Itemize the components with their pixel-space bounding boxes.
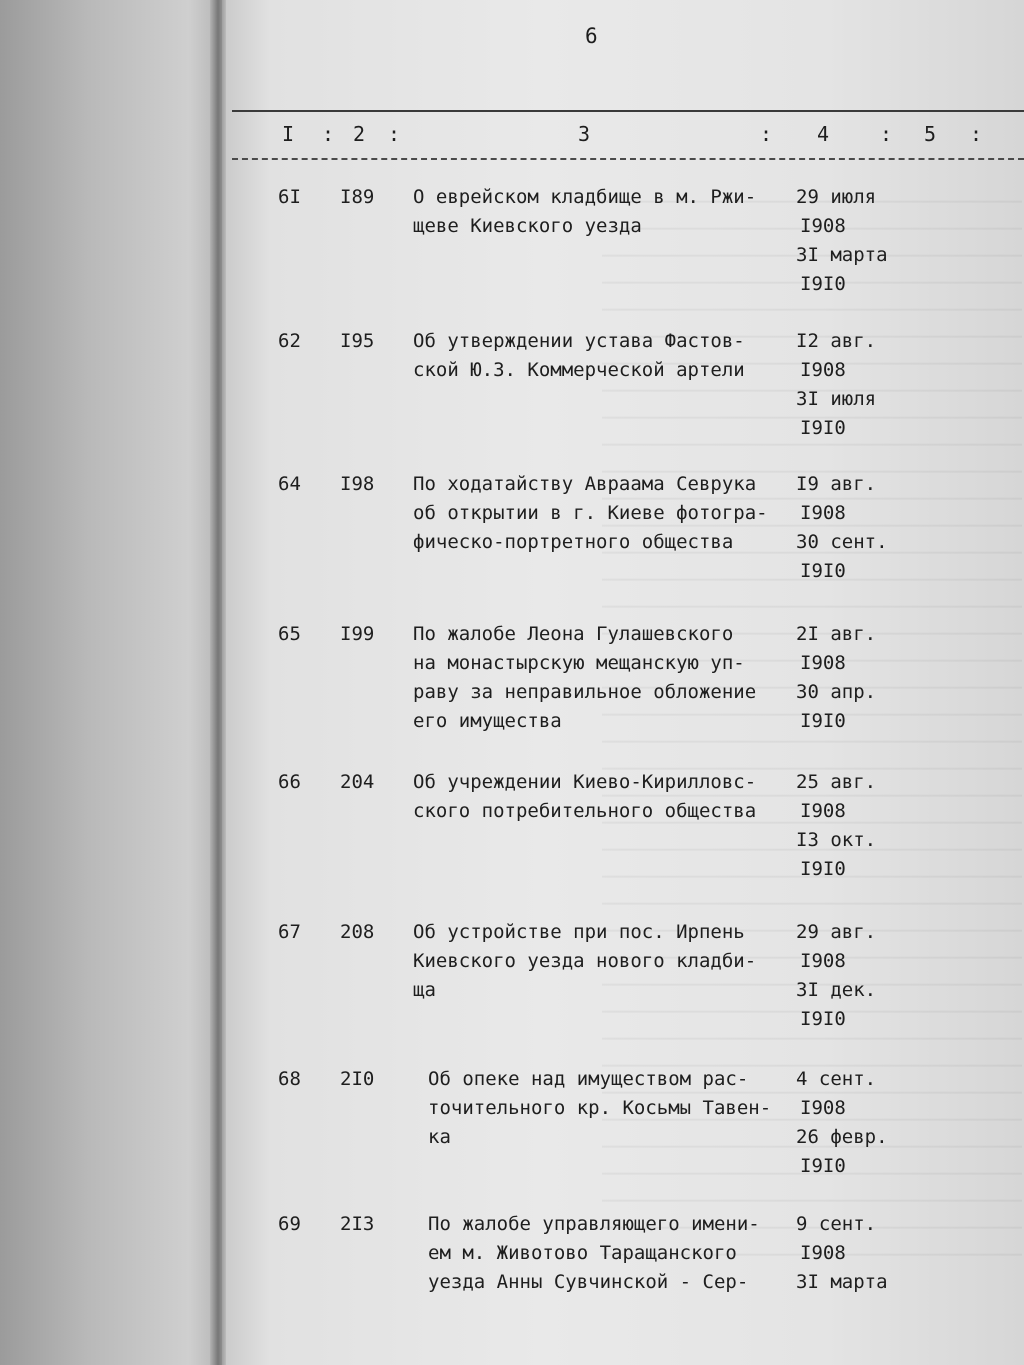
header-col-3: 3	[578, 122, 591, 146]
date-line: 3I марта	[796, 1271, 888, 1293]
file-number: 2I0	[340, 1068, 375, 1090]
file-number: 208	[340, 921, 375, 943]
date-line: I2 авг.	[796, 330, 877, 352]
record-title	[413, 620, 803, 736]
record-number: 66	[278, 771, 301, 793]
file-number: I99	[340, 623, 375, 645]
title-line: Киевского уезда нового кладби-	[413, 950, 757, 972]
title-line: ской Ю.З. Коммерческой артели	[413, 359, 745, 381]
date-line: I9I0	[800, 417, 846, 439]
date-line: I9I0	[800, 1155, 846, 1177]
date-line: I9I0	[800, 560, 846, 582]
title-line: Об опеке над имуществом рас-	[428, 1068, 749, 1090]
title-line: Об утверждении устава Фастов-	[413, 330, 745, 352]
record-dates	[796, 620, 916, 736]
record-title	[413, 470, 803, 557]
record-title	[428, 1065, 818, 1152]
date-line: I908	[800, 1097, 846, 1119]
record-number: 68	[278, 1068, 301, 1090]
record-dates	[796, 470, 916, 586]
date-line: 29 июля	[796, 186, 877, 208]
title-line: раву за неправильное обложение	[413, 681, 757, 703]
record-dates	[796, 183, 916, 299]
title-line: О еврейском кладбище в м. Ржи-	[413, 186, 757, 208]
file-number: I95	[340, 330, 375, 352]
title-line: ем м. Животово Таращанского	[428, 1242, 737, 1264]
date-line: I9I0	[800, 273, 846, 295]
date-line: I908	[800, 502, 846, 524]
record-title	[413, 768, 803, 826]
title-line: ского потребительного общества	[413, 800, 757, 822]
title-line: Об устройстве при пос. Ирпень	[413, 921, 745, 943]
header-col-4: 4	[817, 122, 830, 146]
record-dates	[796, 918, 916, 1034]
date-line: I9I0	[800, 710, 846, 732]
header-separator: :	[760, 122, 773, 146]
date-line: I908	[800, 652, 846, 674]
title-line: его имущества	[413, 710, 562, 732]
date-line: I908	[800, 215, 846, 237]
header-col-2: 2	[353, 122, 366, 146]
record-title	[413, 183, 803, 241]
header-separator: :	[388, 122, 401, 146]
date-line: I908	[800, 1242, 846, 1264]
record-number: 67	[278, 921, 301, 943]
date-line: 9 сент.	[796, 1213, 877, 1235]
date-line: I908	[800, 359, 846, 381]
file-number: 204	[340, 771, 375, 793]
record-number: 64	[278, 473, 301, 495]
header-separator: :	[322, 122, 335, 146]
book-spine	[210, 0, 226, 1365]
title-line: ща	[413, 979, 436, 1001]
date-line: 4 сент.	[796, 1068, 877, 1090]
file-number: I98	[340, 473, 375, 495]
header-col-1: I	[282, 122, 295, 146]
date-line: 3I июля	[796, 388, 877, 410]
header-separator: :	[880, 122, 893, 146]
title-line: ка	[428, 1126, 451, 1148]
date-line: 3I марта	[796, 244, 888, 266]
record-dates	[796, 1210, 916, 1297]
record-dates	[796, 1065, 916, 1181]
file-number: 2I3	[340, 1213, 375, 1235]
header-col-5: 5	[924, 122, 937, 146]
table-header	[232, 110, 1024, 160]
record-title	[413, 918, 803, 1005]
date-line: I3 окт.	[796, 829, 877, 851]
facing-page-edge	[0, 0, 222, 1365]
date-line: I9I0	[800, 1008, 846, 1030]
record-dates	[796, 768, 916, 884]
title-line: на монастырскую мещанскую уп-	[413, 652, 745, 674]
date-line: I908	[800, 950, 846, 972]
title-line: Об учреждении Киево-Кирилловс-	[413, 771, 757, 793]
title-line: По жалобе Леона Гулашевского	[413, 623, 734, 645]
record-title	[413, 327, 803, 385]
file-number: I89	[340, 186, 375, 208]
record-number: 62	[278, 330, 301, 352]
title-line: фическо-портретного общества	[413, 531, 734, 553]
date-line: I908	[800, 800, 846, 822]
title-line: По жалобе управляющего имени-	[428, 1213, 760, 1235]
date-line: 30 сент.	[796, 531, 888, 553]
title-line: щеве Киевского уезда	[413, 215, 642, 237]
title-line: уезда Анны Сувчинской - Сер-	[428, 1271, 749, 1293]
title-line: об открытии в г. Киеве фотогра-	[413, 502, 768, 524]
record-dates	[796, 327, 916, 443]
header-separator: :	[970, 122, 983, 146]
page-number: 6	[585, 24, 598, 48]
record-number: 69	[278, 1213, 301, 1235]
date-line: I9 авг.	[796, 473, 877, 495]
date-line: 29 авг.	[796, 921, 877, 943]
record-number: 65	[278, 623, 301, 645]
record-title	[428, 1210, 818, 1297]
date-line: 2I авг.	[796, 623, 877, 645]
date-line: 25 авг.	[796, 771, 877, 793]
date-line: 26 февр.	[796, 1126, 888, 1148]
date-line: 3I дек.	[796, 979, 877, 1001]
title-line: По ходатайству Авраама Севрука	[413, 473, 757, 495]
date-line: I9I0	[800, 858, 846, 880]
title-line: точительного кр. Косьмы Тавен-	[428, 1097, 772, 1119]
record-number: 6I	[278, 186, 301, 208]
date-line: 30 апр.	[796, 681, 877, 703]
